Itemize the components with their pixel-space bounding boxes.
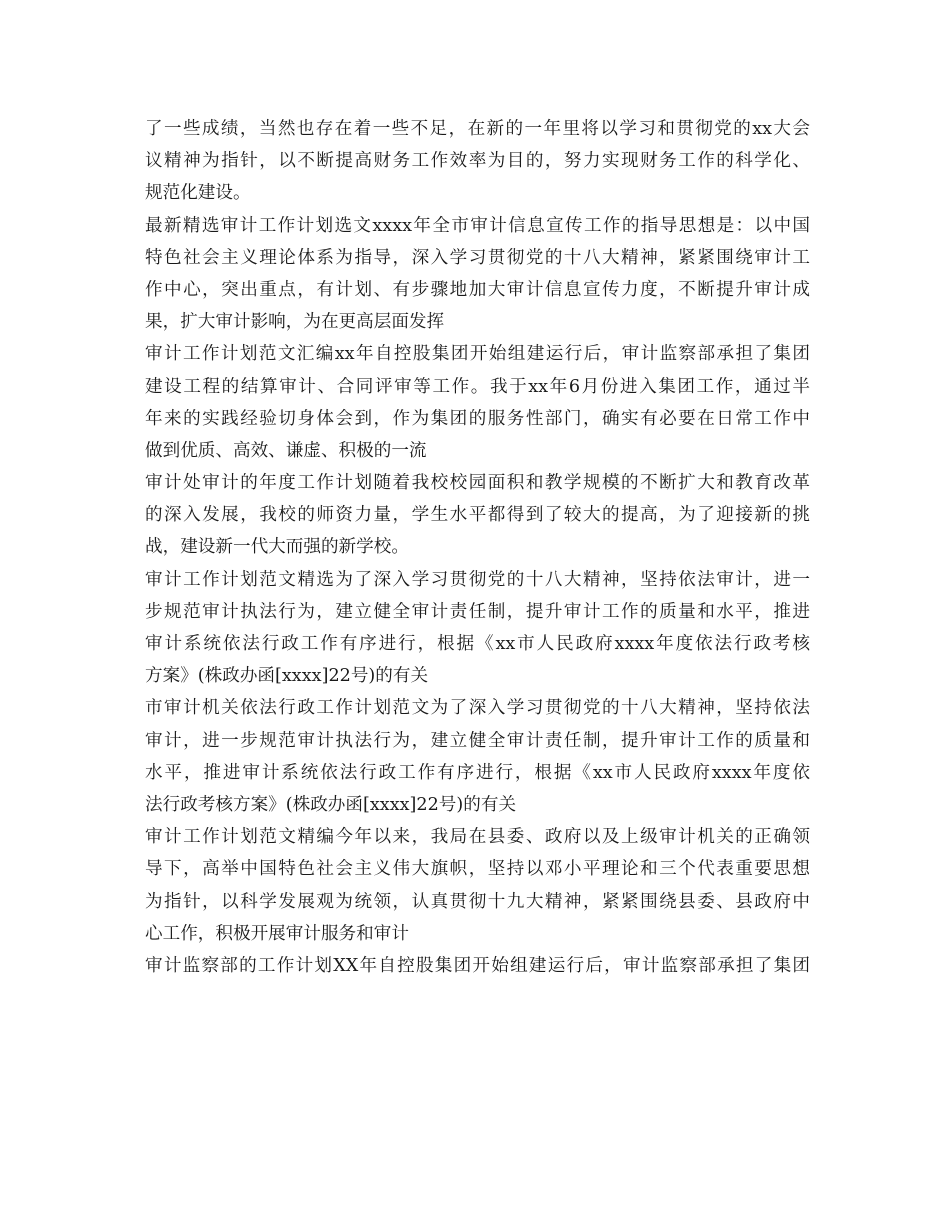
text-line: 特色社会主义理论体系为指导，深入学习贯彻党的十八大精神，紧紧围绕审计工 bbox=[145, 247, 810, 268]
text-line: 审计工作计划范文精编今年以来，我局在县委、政府以及上级审计机关的正确领 bbox=[145, 827, 810, 848]
text-line: 的深入发展，我校的师资力量，学生水平都得到了较大的提高，为了迎接新的挑 bbox=[145, 505, 810, 526]
text-line: 为指针，以科学发展观为统领，认真贯彻十九大精神，紧紧围绕县委、县政府中 bbox=[145, 891, 810, 912]
text-line: 审计，进一步规范审计执法行为，建立健全审计责任制，提升审计工作的质量和 bbox=[145, 730, 810, 751]
text-line: 水平，推进审计系统依法行政工作有序进行，根据《xx市人民政府xxxx年度依 bbox=[145, 762, 810, 783]
text-line: 审计处审计的年度工作计划随着我校校园面积和教学规模的不断扩大和教育改革 bbox=[145, 473, 810, 494]
text-line: 战，建设新一代大而强的新学校。 bbox=[145, 537, 409, 558]
text-line: 审计工作计划范文精选为了深入学习贯彻党的十八大精神，坚持依法审计，进一 bbox=[145, 569, 810, 590]
text-line: 审计系统依法行政工作有序进行，根据《xx市人民政府xxxx年度依法行政考核 bbox=[145, 634, 810, 654]
text-line: 法行政考核方案》(株政办函[xxxx]22号)的有关 bbox=[145, 794, 517, 815]
text-line: 步规范审计执法行为，建立健全审计责任制，提升审计工作的质量和水平，推进 bbox=[145, 601, 810, 622]
text-line: 审计工作计划范文汇编xx年自控股集团开始组建运行后，审计监察部承担了集团 bbox=[145, 344, 810, 365]
text-line: 年来的实践经验切身体会到，作为集团的服务性部门，确实有必要在日常工作中 bbox=[145, 408, 810, 429]
text-line: 审计监察部的工作计划XX年自控股集团开始组建运行后，审计监察部承担了集团 bbox=[145, 955, 810, 976]
text-line: 做到优质、高效、谦虚、积极的一流 bbox=[145, 440, 427, 461]
text-line: 市审计机关依法行政工作计划范文为了深入学习贯彻党的十八大精神，坚持依法 bbox=[145, 698, 810, 719]
text-line: 导下，高举中国特色社会主义伟大旗帜，坚持以邓小平理论和三个代表重要思想 bbox=[145, 859, 810, 880]
text-line: 规范化建设。 bbox=[145, 183, 251, 204]
text-line: 最新精选审计工作计划选文xxxx年全市审计信息宣传工作的指导思想是：以中国 bbox=[145, 215, 810, 236]
document-body bbox=[145, 113, 810, 982]
text-line: 方案》(株政办函[xxxx]22号)的有关 bbox=[145, 666, 429, 687]
text-line: 心工作，积极开展审计服务和审计 bbox=[145, 923, 409, 944]
text-line: 作中心，突出重点，有计划、有步骤地加大审计信息宣传力度，不断提升审计成 bbox=[145, 279, 810, 300]
text-line: 议精神为指针，以不断提高财务工作效率为目的，努力实现财务工作的科学化、 bbox=[145, 151, 810, 172]
text-line: 了一些成绩，当然也存在着一些不足，在新的一年里将以学习和贯彻党的xx大会 bbox=[145, 119, 810, 139]
text-line: 果，扩大审计影响，为在更高层面发挥 bbox=[145, 312, 445, 333]
text-line: 建设工程的结算审计、合同评审等工作。我于xx年6月份进入集团工作，通过半 bbox=[145, 376, 810, 397]
